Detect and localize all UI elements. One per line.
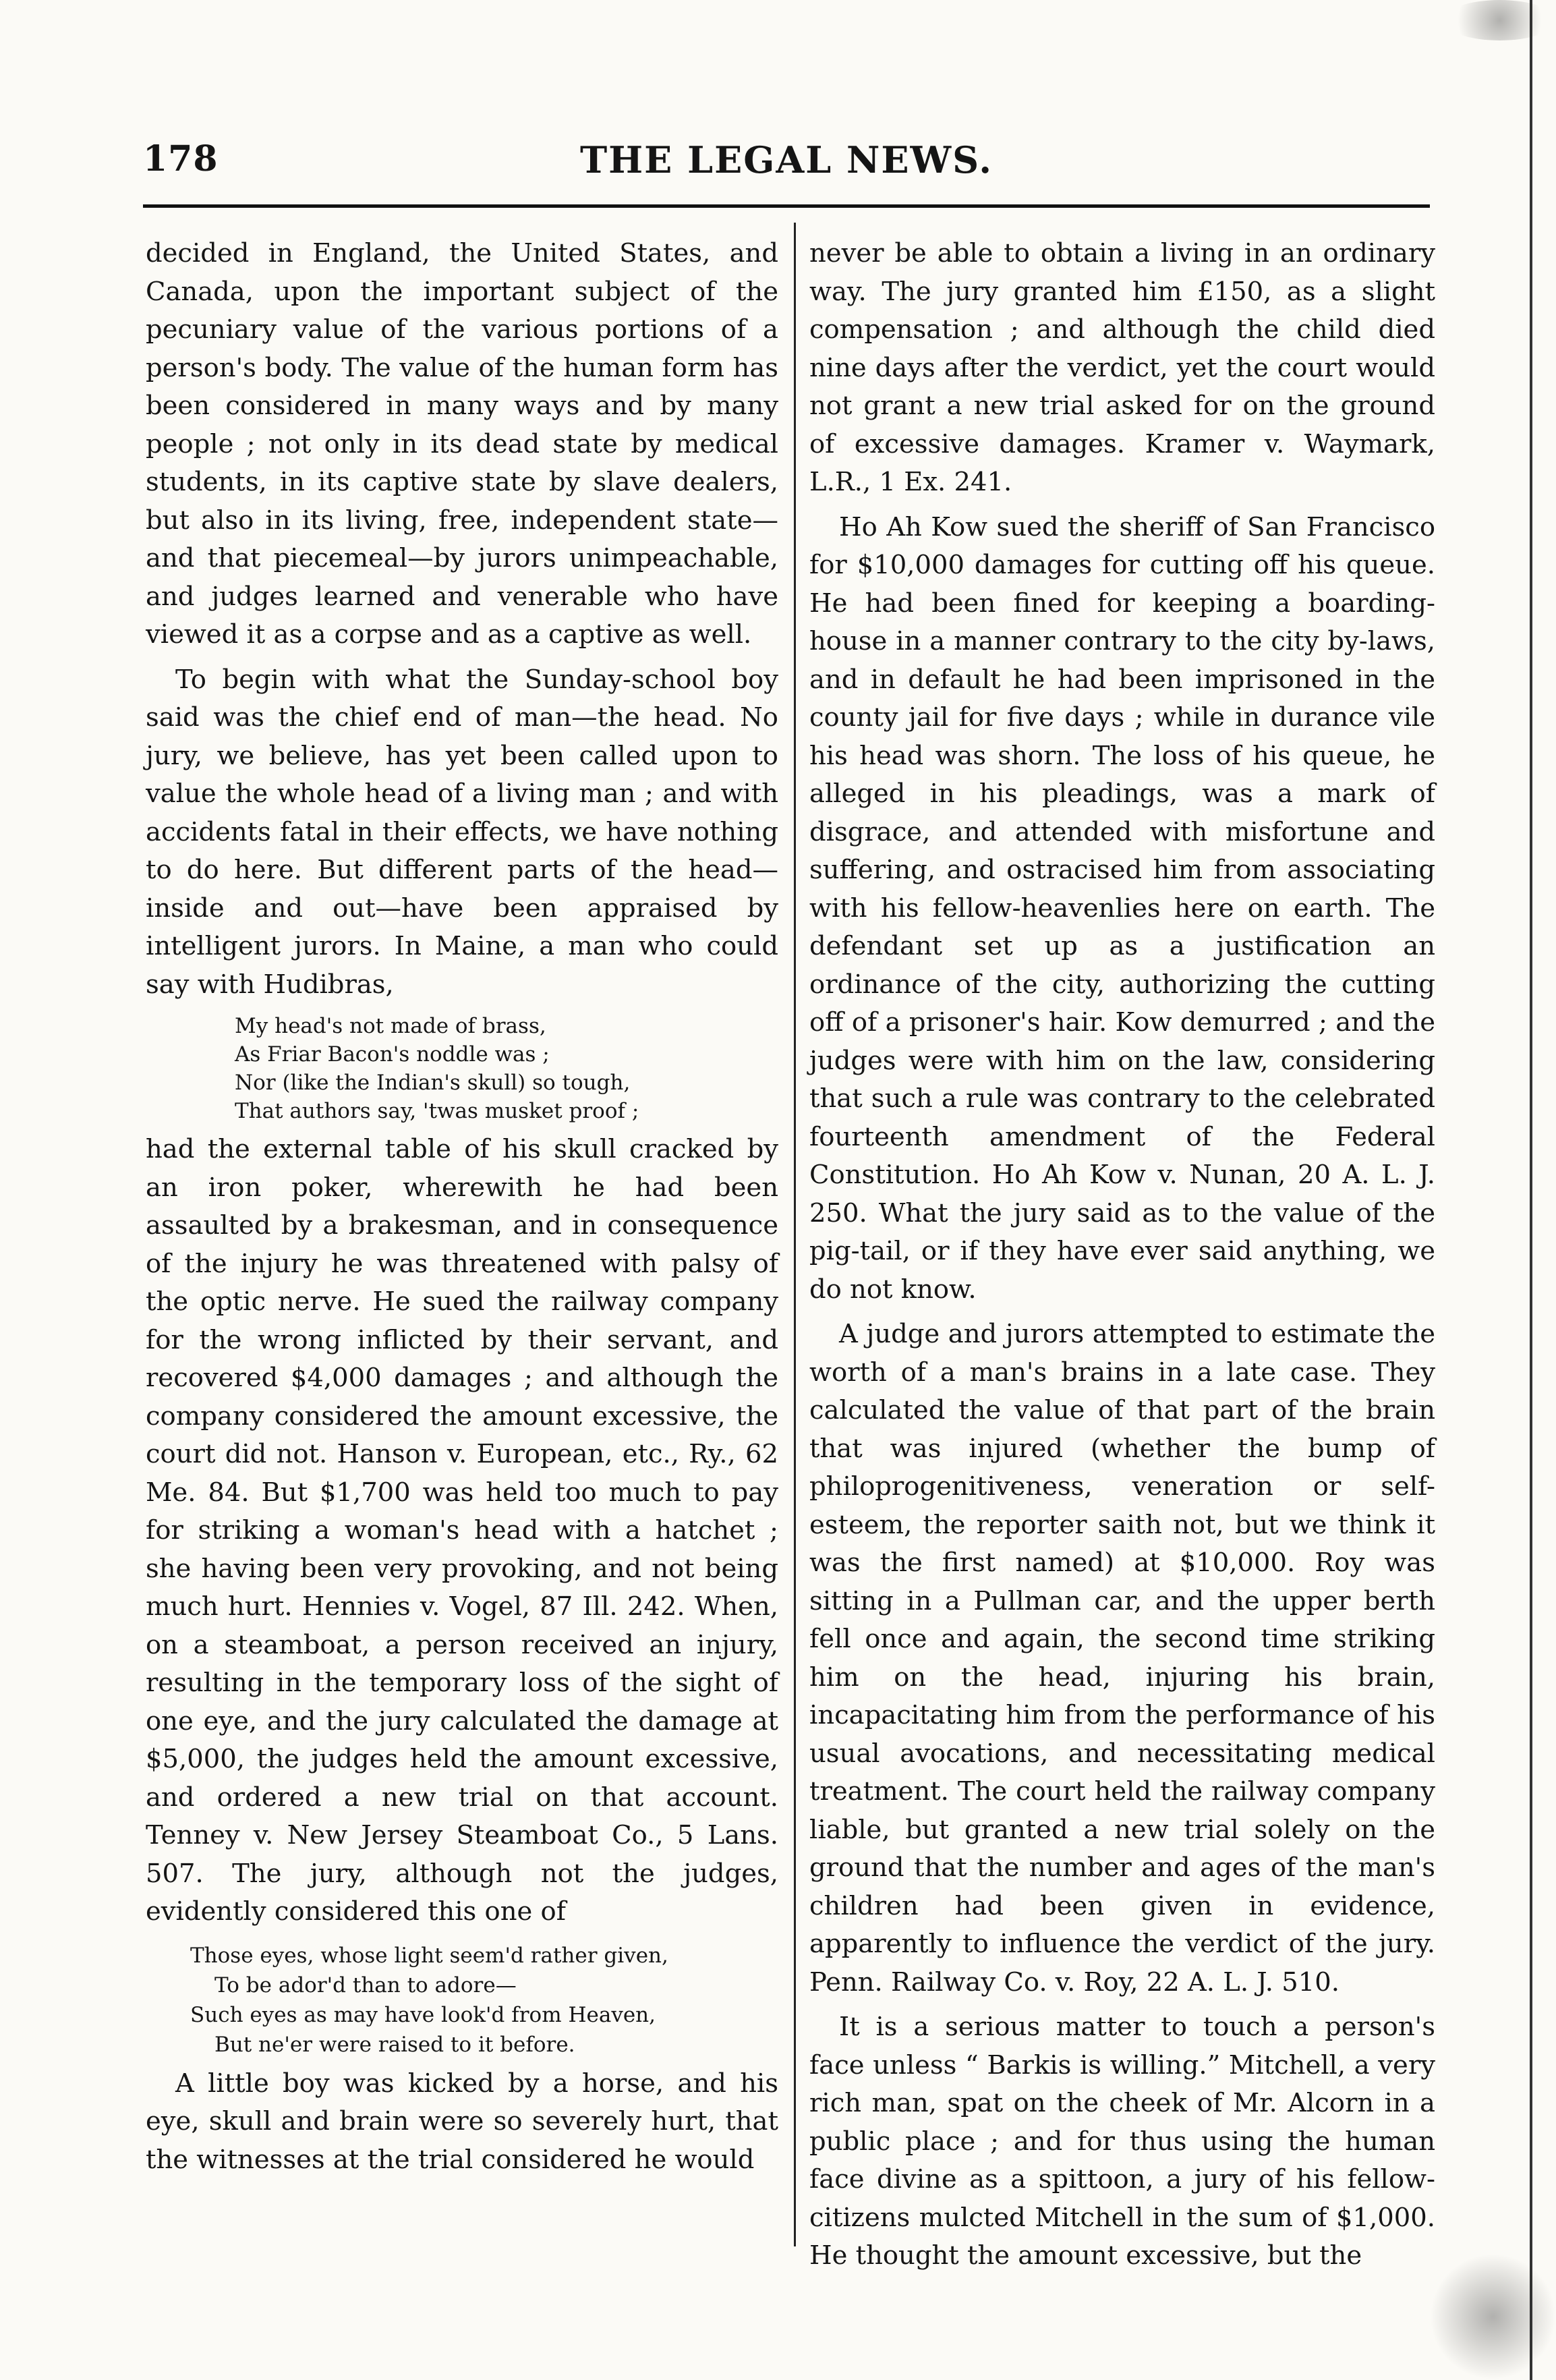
scan-smudge (1443, 0, 1556, 40)
paragraph: Ho Ah Kow sued the sheriff of San Francisco for $10,000 damages for cutting off his queue. He had been fined for keeping a boarding-house in a manner contrary to the city by-laws, and in default he had been imprisoned in the county jail for five days ; while in durance vile his head was shorn. The loss of his queue, he alleged in his pleadings, was a mark of disgrace, and attended with misfortune and suffering, and ostracised him from associating with his fellow-heavenlies here on earth. The defendant set up as a justification an ordinance of the city, authorizing the cutting off of a prisoner's hair. Kow demurred ; and the judges were with him on the law, considering that such a rule was contrary to the celebrated fourteenth amendment of the Federal Constitution. Ho Ah Kow v. Nunan, 20 A. L. J. 250. What the jury said as to the value of the pig-tail, or if they have ever said anything, we do not know. (809, 511, 1435, 1305)
verse-line: As Friar Bacon's noddle was ; (235, 1042, 550, 1067)
paragraph: A little boy was kicked by a horse, and his eye, skull and brain were so severely hurt, that the witnesses at the trial considered he would (146, 2068, 778, 2175)
column-divider (794, 223, 796, 2246)
paragraph: had the external table of his skull cracked by an iron poker, wherewith he had been assaulted by a brakesman, and in consequence of the injury he was threatened with palsy of the optic nerve. He sued the railway company for the wrong inflicted by their servant, and recovered $4,000 damages ; and although the company considered the amount excessive, the court did not. Hanson v. European, etc., Ry., 62 Me. 84. But $1,700 was held too much to pay for striking a woman's head with a hatchet ; she having been very provoking, and not being much hurt. Hennies v. Vogel, 87 Ill. 242. When, on a steamboat, a person received an injury, resulting in the temporary loss of the sight of one eye, and the jury calculated the damage at $5,000, the judges held the amount excessive, and ordered a new trial on that account. Tenney v. New Jersey Steamboat Co., 5 Lans. 507. The jury, although not the judges, evidently considered this one of (146, 1134, 778, 1927)
paragraph: To begin with what the Sunday-school boy said was the chief end of man—the head. No jury, we believe, has yet been called upon to value the whole head of a living man ; and with accidents fatal in their effects, we have nothing to do here. But different parts of the head—inside and out—have been appraised by intelligent jurors. In Maine, a man who could say with Hudibras, (146, 664, 778, 1000)
paragraph: It is a serious matter to touch a person's face unless “ Barkis is willing.” Mitchell, a very rich man, spat on the cheek of Mr. Alcorn in a public place ; and for thus using the human face divine as a spittoon, a jury of his fellow-citizens mulcted Mitchell in the sum of $1,000. He thought the amount excessive, but the (809, 2012, 1435, 2271)
verse-line: Nor (like the Indian's skull) so tough, (235, 1071, 631, 1095)
paragraph: A judge and jurors attempted to estimate the worth of a man's brains in a late case. They calculated the value of that part of the brain that was injured (whether the bump of philoprogenitiveness, veneration or self-esteem, the reporter saith not, but we think it was the first named) at $10,000. Roy was sitting in a Pullman car, and the upper berth fell once and again, the second time striking him on the head, injuring his brain, incapacitating him from the performance of his usual avocations, and necessitating medical treatment. The court held the railway company liable, but granted a new trial solely on the ground that the number and ages of the man's children had been given in evidence, apparently to influence the verdict of the jury. Penn. Railway Co. v. Roy, 22 A. L. J. 510. (809, 1319, 1435, 1998)
page-number: 178 (143, 138, 219, 179)
right-column (809, 235, 1435, 2275)
verse-line: That authors say, 'twas musket proof ; (235, 1099, 639, 1123)
verse-line: But ne'er were raised to it before. (214, 2032, 575, 2057)
verse-line: To be ador'd than to adore— (214, 1973, 517, 1998)
running-title: THE LEGAL NEWS. (579, 138, 993, 181)
paragraph: decided in England, the United States, and Canada, upon the important subject of the pecuniary value of the various portions of a person's body. The value of the human form has been considered in many ways and by many people ; not only in its dead state by medical students, in its captive state by slave dealers, but also in its living, free, independent state—and that piecemeal—by jurors unimpeachable, and judges learned and venerable who have viewed it as a corpse and as a captive as well. (146, 238, 778, 650)
page-edge-line (1530, 0, 1532, 2380)
verse-line: My head's not made of brass, (235, 1014, 546, 1038)
paragraph: never be able to obtain a living in an ordinary way. The jury granted him £150, as a slight compensation ; and although the child died nine days after the verdict, yet the court would not grant a new trial asked for on the ground of excessive damages. Kramer v. Waymark, L.R., 1 Ex. 241. (809, 238, 1435, 497)
verse-line: Those eyes, whose light seem'd rather given, (190, 1943, 668, 1968)
verse-quotation (235, 1012, 778, 1125)
verse-quotation (190, 1941, 778, 2060)
scan-smudge (1430, 2253, 1556, 2380)
left-column (146, 235, 778, 2179)
page-header (143, 138, 1430, 192)
header-rule (143, 204, 1430, 208)
verse-line: Such eyes as may have look'd from Heaven, (190, 2002, 656, 2027)
